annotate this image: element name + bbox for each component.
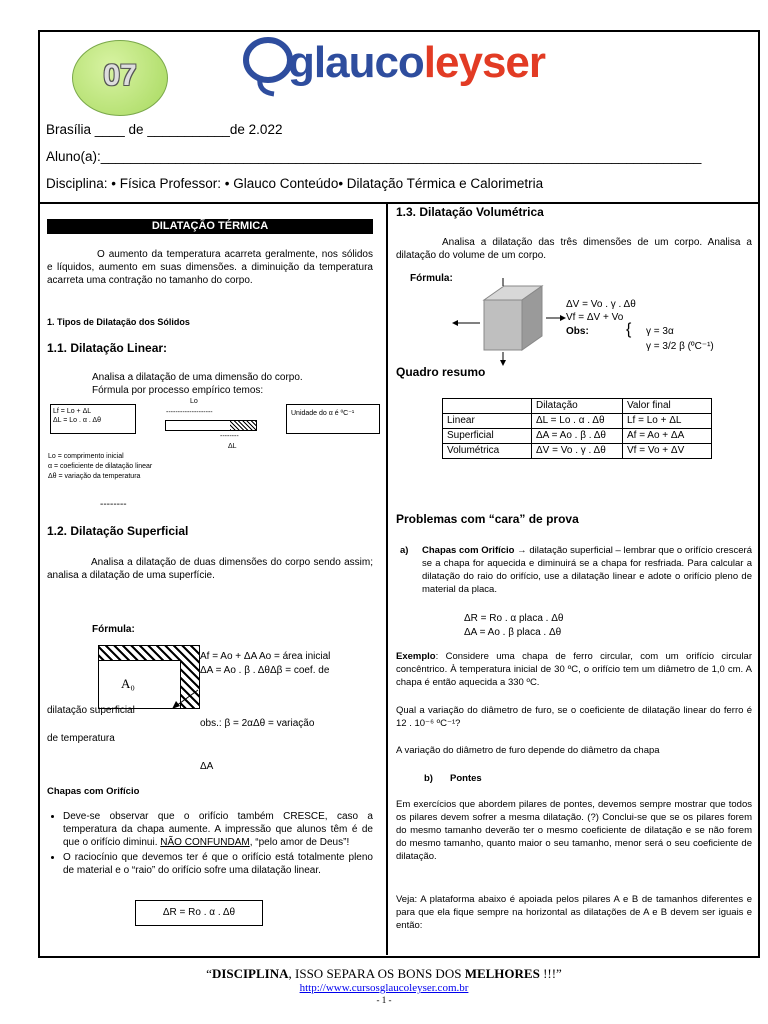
legend-2: α = coeficiente de dilatação linear xyxy=(48,463,153,470)
item-a-label: a) xyxy=(400,545,409,556)
header-separator xyxy=(38,202,760,204)
area-label: A₀ xyxy=(121,676,135,691)
superficial-obs: obs.: β = 2αΔθ = variação xyxy=(200,718,315,729)
brace-icon: { xyxy=(626,321,632,338)
delta-r-box: ΔR = Ro . α . Δθ xyxy=(135,900,263,926)
formula-label-left: Fórmula: xyxy=(92,624,135,635)
item-a-text: → dilatação superficial – lembrar que o orifício crescerá se a chapa for aquecida e diminuirá se a chapa for resfriada. Para calcular a dilatação do raio do orifício, use a dilatação linear e adote o orifício pleno de material da placa. xyxy=(422,545,752,595)
plate-initial-area xyxy=(99,660,181,708)
after-legend-dash: -------- xyxy=(100,499,127,510)
orifice-formula-1: ΔR = Ro . α placa . Δθ xyxy=(464,613,564,624)
length-label: Lo xyxy=(190,398,198,405)
superficial-heading: 1.2. Dilatação Superficial xyxy=(47,524,189,538)
superficial-formula-1: Af = Ao + ΔA Ao = área inicial xyxy=(200,651,331,662)
linear-formula-box xyxy=(50,404,136,434)
badge-number: 07 xyxy=(103,59,137,92)
cube-diagram xyxy=(450,278,568,368)
volumetric-paragraph: Analisa a dilatação das três dimensões de um corpo. Analisa a dilatação do volume de um corpo. xyxy=(396,237,752,261)
length-dash: -------------------- xyxy=(166,409,213,416)
linear-paragraph-2: Fórmula por processo empírico temos: xyxy=(92,385,264,396)
table-row: Superficial ΔA = Ao . β . Δθ Af = Ao + ΔA xyxy=(443,429,712,444)
item-b-title: Pontes xyxy=(450,773,482,784)
column-separator xyxy=(386,203,388,955)
legend-3: Δθ = variação da temperatura xyxy=(48,473,141,480)
volumetric-formula-1: ΔV = Vo . γ . Δθ xyxy=(566,299,636,310)
superficial-paragraph: Analisa a dilatação de duas dimensões do corpo sendo assim; analisa a dilatação de uma superfície. xyxy=(47,557,373,581)
glaucoleyser-logo xyxy=(240,30,640,100)
item-b-label: b) xyxy=(424,773,433,784)
summary-table xyxy=(442,398,712,459)
example-paragraph: Exemplo: Considere uma chapa de ferro circular, com um orifício circular concêntrico. À temperatura inicial de 30 ºC, o orifício tem um diâmetro de 1,0 cm. A chapa é então aquecida a 330 ºC. xyxy=(396,651,752,688)
chapas-bullets xyxy=(47,810,373,879)
item-a-title: Chapas com Orifício xyxy=(422,545,515,556)
superficial-formula-6: ΔA xyxy=(200,761,214,772)
volumetric-obs: Obs: xyxy=(566,326,589,337)
delta-l-label: ΔL xyxy=(228,443,237,450)
table-row: Volumétrica ΔV = Vo . γ . Δθ Vf = Vo + ΔV xyxy=(443,444,712,459)
formula-label-right: Fórmula: xyxy=(410,273,453,284)
tipos-heading: 1. Tipos de Dilatação dos Sólidos xyxy=(47,317,190,327)
discipline-line: Disciplina: • Física Professor: • Glauco Conteúdo• Dilatação Térmica e Calorimetria xyxy=(46,176,544,191)
delta-l-dash: -------- xyxy=(220,433,239,440)
linear-formula-1: Lf = Lo + ΔL xyxy=(53,408,92,415)
example-label: Exemplo xyxy=(396,651,436,662)
volumetric-formula-3: γ = 3α xyxy=(646,326,674,337)
table-header: Dilatação xyxy=(532,399,623,414)
student-line: Aluno(a):________________________________________________________________________________ xyxy=(46,149,702,164)
unit-box: Unidade do α é ºC⁻¹ xyxy=(286,404,380,434)
table-header: Valor final xyxy=(623,399,712,414)
orifice-formula-2: ΔA = Ao . β placa . Δθ xyxy=(464,627,562,638)
bar-expansion-hatch xyxy=(230,421,256,430)
intro-paragraph: O aumento da temperatura acarreta geralmente, nos sólidos e líquidos, aumento em suas dimensões. a diminuição da temperatura acarreta uma contração no tamanho do corpo. xyxy=(47,249,373,286)
footer-motto: “DISCIPLINA, ISSO SEPARA OS BONS DOS MELHORES !!!” xyxy=(206,966,562,981)
arrow-icon xyxy=(170,688,200,710)
pontes-paragraph: Em exercícios que abordem pilares de pontes, devemos sempre mostrar que todos os pilares devem sofrer a mesma dilatação. (?) Conclui-se que se os pilares forem do mesmo tamanho deverão ter o mesmo coeficiente de dilatação e se não forem do mesmo tamanho, quanto maior o seu tamanho, menor será o seu coeficiente de dilatação. xyxy=(396,799,752,862)
section-title-bar: DILATAÇÃO TÉRMICA xyxy=(47,219,373,234)
question-paragraph: Qual a variação do diâmetro de furo, se o coeficiente de dilatação linear do ferro é 12 . 10⁻⁶ ºC⁻¹? xyxy=(396,705,752,729)
chapas-heading: Chapas com Orifício xyxy=(47,786,140,797)
item-a xyxy=(400,544,752,596)
superficial-formula-5: de temperatura xyxy=(47,733,115,744)
page-number: - 1 - xyxy=(376,995,392,1005)
superficial-formula-3: dilatação superficial xyxy=(47,705,135,716)
linear-paragraph-1: Analisa a dilatação de uma dimensão do corpo. xyxy=(92,372,303,383)
table-header xyxy=(443,399,532,414)
variation-paragraph: A variação do diâmetro de furo depende do diâmetro da chapa xyxy=(396,745,660,756)
superficial-formula-2: ΔA = Ao . β . ΔθΔβ = coef. de xyxy=(200,665,330,676)
quadro-heading: Quadro resumo xyxy=(396,365,486,379)
problems-heading: Problemas com “cara” de prova xyxy=(396,512,579,526)
volumetric-heading: 1.3. Dilatação Volumétrica xyxy=(396,205,544,219)
volumetric-formula-4: γ = 3/2 β (ºC⁻¹) xyxy=(646,341,714,352)
date-line: Brasília ____ de ___________de 2.022 xyxy=(46,122,283,137)
bullet-2: • O raciocínio que devemos ter é que o orifício está totalmente pleno de material e o “raio” do orifício sofre uma dilatação linear. xyxy=(63,851,373,877)
lesson-number-badge xyxy=(72,40,168,116)
table-header-row xyxy=(443,399,712,414)
table-row: Linear ΔL = Lo . α . Δθ Lf = Lo + ΔL xyxy=(443,414,712,429)
footer-link[interactable]: http://www.cursosglaucoleyser.com.br xyxy=(299,982,469,994)
linear-formula-2: ΔL = Lo . α . Δθ xyxy=(53,417,101,424)
logo-text: glaucoleyser xyxy=(288,38,546,87)
legend-1: Lo = comprimento inicial xyxy=(48,453,124,460)
bar-diagram xyxy=(165,420,257,431)
veja-paragraph: Veja: A plataforma abaixo é apoiada pelos pilares A e B de tamanhos diferentes e para que ela fique sempre na horizontal as dilatações de A e B devem ser iguais e então: xyxy=(396,894,752,931)
linear-heading: 1.1. Dilatação Linear: xyxy=(47,341,168,355)
bullet-1: • Deve-se observar que o orifício também CRESCE, caso a temperatura da chapa aumente. A impressão que alunos têm é de que o orifício diminui. NÃO CONFUNDAM, “pelo amor de Deus”! xyxy=(63,810,373,849)
volumetric-formula-2: Vf = ΔV + Vo xyxy=(566,312,624,323)
